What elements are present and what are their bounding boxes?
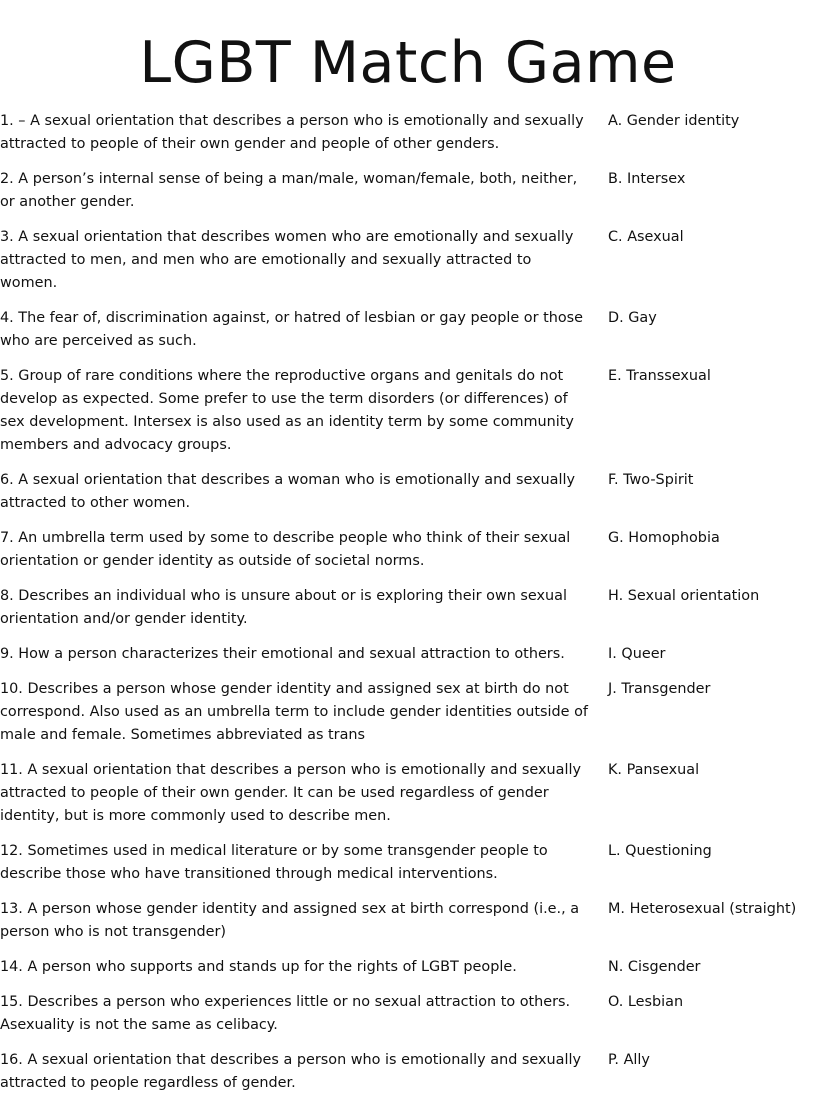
match-row [0, 585, 816, 631]
match-row [0, 110, 816, 156]
question-text: 13. A person whose gender identity and assigned sex at birth correspond (i.e., a person who is not transgender) [0, 901, 580, 940]
question-text: 12. Sometimes used in medical literature or by some transgender people to describe those who have transitioned through medical interventions. [0, 843, 548, 882]
answer-option: J. Transgender [608, 681, 711, 697]
match-row [0, 226, 816, 295]
answer-option: F. Two-Spirit [608, 472, 694, 488]
match-row [0, 898, 816, 944]
match-row [0, 527, 816, 573]
match-row [0, 168, 816, 214]
answer-option: K. Pansexual [608, 762, 700, 778]
answer-option: A. Gender identity [608, 113, 740, 129]
match-row [0, 469, 816, 515]
answer-option: O. Lesbian [608, 994, 684, 1010]
match-row [0, 678, 816, 747]
question-text: 11. A sexual orientation that describes a person who is emotionally and sexually attracted to people of their own gender. It can be used regardless of gender identity, but is more commonly used to describe men. [0, 762, 581, 824]
question-text: 1. – A sexual orientation that describes a person who is emotionally and sexually attracted to people of their own gender and people of other genders. [0, 113, 584, 152]
answer-option: E. Transsexual [608, 368, 711, 384]
question-text: 8. Describes an individual who is unsure about or is exploring their own sexual orientation and/or gender identity. [0, 588, 567, 627]
answer-option: N. Cisgender [608, 959, 701, 975]
match-row [0, 365, 816, 457]
match-row [0, 643, 816, 666]
match-row [0, 759, 816, 828]
answer-option: L. Questioning [608, 843, 712, 859]
answer-option: H. Sexual orientation [608, 588, 760, 604]
answer-option: I. Queer [608, 646, 666, 662]
question-text: 15. Describes a person who experiences little or no sexual attraction to others. Asexuality is not the same as celibacy. [0, 994, 571, 1033]
match-list [0, 110, 816, 1107]
match-row [0, 840, 816, 886]
question-text: 7. An umbrella term used by some to describe people who think of their sexual orientation or gender identity as outside of societal norms. [0, 530, 571, 569]
answer-option: P. Ally [608, 1052, 650, 1068]
answer-option: M. Heterosexual (straight) [608, 901, 797, 917]
match-row [0, 991, 816, 1037]
question-text: 9. How a person characterizes their emotional and sexual attraction to others. [0, 646, 565, 662]
match-row [0, 307, 816, 353]
answer-option: G. Homophobia [608, 530, 720, 546]
question-text: 3. A sexual orientation that describes women who are emotionally and sexually attracted to men, and men who are emotionally and sexually attracted to women. [0, 229, 574, 291]
answer-option: B. Intersex [608, 171, 686, 187]
question-text: 5. Group of rare conditions where the reproductive organs and genitals do not develop as expected. Some prefer to use the term disorders (or differences) of sex development. Intersex is also used as an identity term by some community members and advocacy groups. [0, 368, 574, 453]
answer-option: D. Gay [608, 310, 657, 326]
answer-option: C. Asexual [608, 229, 684, 245]
question-text: 14. A person who supports and stands up for the rights of LGBT people. [0, 959, 517, 975]
question-text: 6. A sexual orientation that describes a woman who is emotionally and sexually attracted to other women. [0, 472, 576, 511]
page-title: LGBT Match Game [139, 30, 677, 96]
question-text: 10. Describes a person whose gender identity and assigned sex at birth do not correspond. Also used as an umbrella term to include gender identities outside of male and female. Sometimes abbreviated as trans [0, 681, 588, 743]
question-text: 2. A person’s internal sense of being a man/male, woman/female, both, neither, or another gender. [0, 171, 578, 210]
question-text: 16. A sexual orientation that describes a person who is emotionally and sexually attracted to people regardless of gender. [0, 1052, 581, 1091]
match-row [0, 956, 816, 979]
question-text: 4. The fear of, discrimination against, or hatred of lesbian or gay people or those who are perceived as such. [0, 310, 584, 349]
